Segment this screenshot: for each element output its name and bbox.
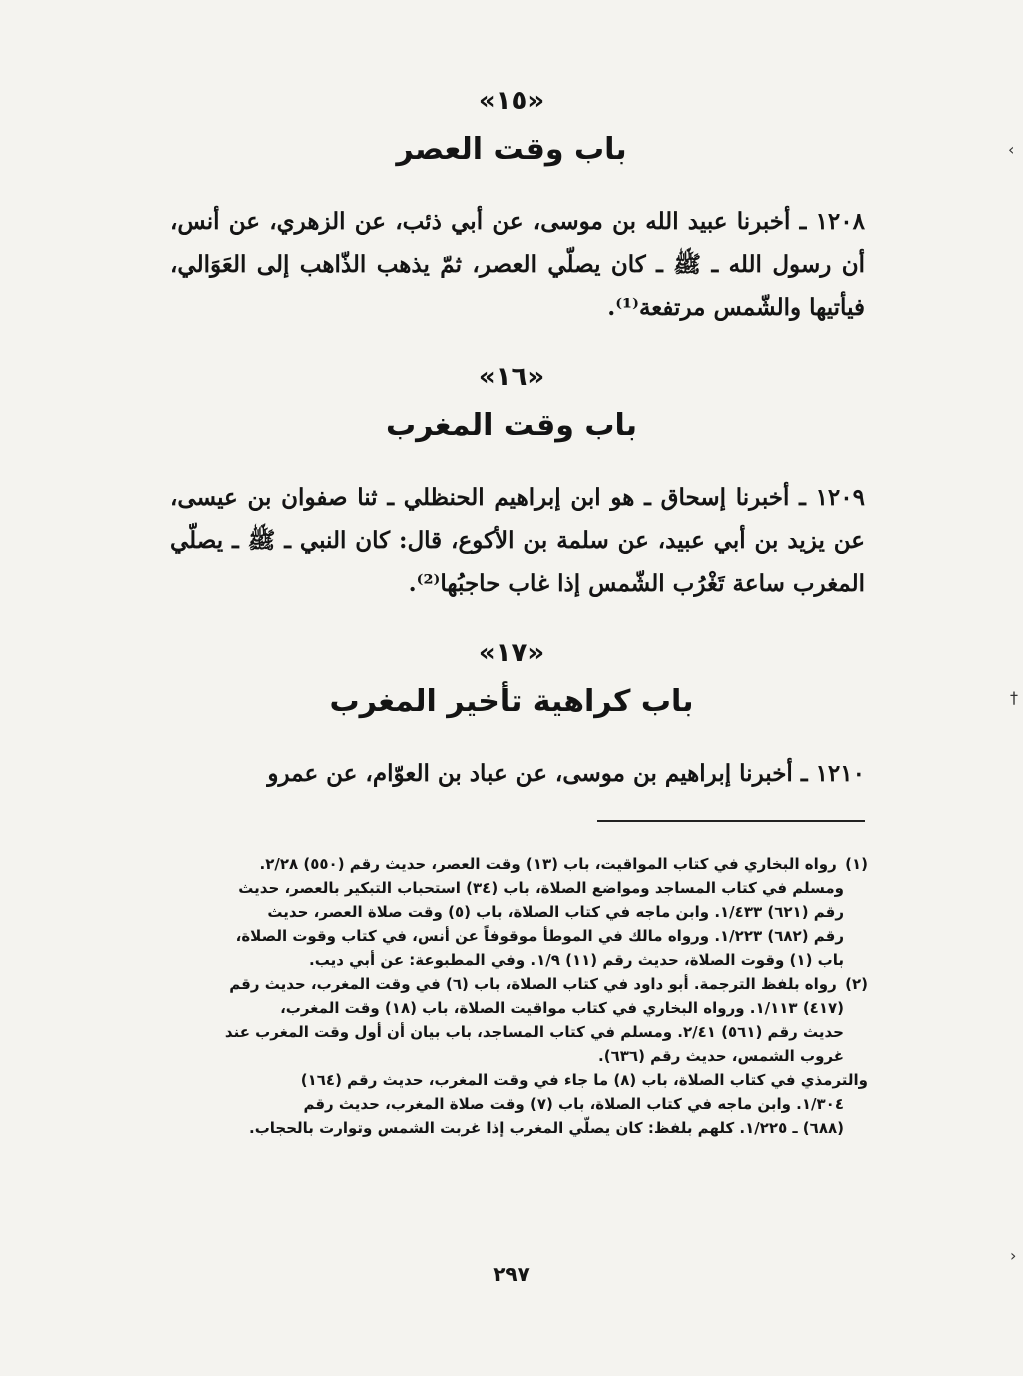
section-title: باب كراهية تأخير المغرب (329, 684, 694, 719)
footnote-number: (٢) (845, 975, 868, 993)
footnote-separator (597, 820, 865, 822)
section-title: باب وقت العصر (396, 132, 627, 167)
section-number: «١٥» (478, 86, 545, 116)
section-title: باب وقت المغرب (385, 408, 637, 443)
page-number: ٢٩٧ (493, 1262, 530, 1286)
footnote-line (178, 852, 868, 876)
footnote-text: رواه البخاري في كتاب المواقيت، باب (١٣) وقت العصر، حديث رقم (٥٥٠) ٢/٢٨. (259, 855, 837, 873)
section-number: «١٧» (478, 638, 545, 668)
footnote-line: والترمذي في كتاب الصلاة، باب (٨) ما جاء في وقت المغرب، حديث رقم (١٦٤) (300, 1071, 868, 1089)
footnote-text: رواه بلفظ الترجمة. أبو داود في كتاب الصلاة، باب (٦) في وقت المغرب، حديث رقم (229, 975, 837, 993)
footnote-line: حديث رقم (٥٦١) ٢/٤١. ومسلم في كتاب المساجد، باب بيان أن أول وقت المغرب عند (224, 1023, 844, 1041)
footnote-line (178, 972, 868, 996)
section-number: «١٦» (478, 362, 545, 392)
footnote-line: رقم (٦٢١) ١/٤٣٣. وابن ماجه في كتاب الصلاة، باب (٥) وقت صلاة العصر، حديث (267, 903, 844, 921)
footnote-number: (١) (845, 855, 868, 873)
hadith-text: ١٢٠٩ ـ أخبرنا إسحاق ـ هو ابن إبراهيم الحنظلي ـ ثنا صفوان بن عيسى، عن يزيد بن أبي عبيد، عن سلمة بن الأكوع، قال: كان النبي ـ ﷺ ـ يصلّي المغرب ساعة تَغْرُب الشّمس إذا غاب حاجبُها⁽²⁾. (170, 484, 865, 597)
hadith-text: ١٢٠٨ ـ أخبرنا عبيد الله بن موسى، عن أبي ذئب، عن الزهري، عن أنس، أن رسول الله ـ ﷺ ـ كان يصلّي العصر، ثمّ يذهب الذّاهب إلى العَوَالي، فيأتيها والشّمس مرتفعة⁽¹⁾. (170, 208, 865, 321)
hadith-text: ١٢١٠ ـ أخبرنا إبراهيم بن موسى، عن عباد بن العوّام، عن عمرو (267, 760, 865, 787)
scan-mark-icon: † (1010, 688, 1018, 707)
footnote-line: غروب الشمس، حديث رقم (٦٣٦). (598, 1047, 844, 1065)
footnotes (178, 852, 868, 1140)
footnote-line: (٦٨٨) ـ ١/٢٢٥. كلهم بلفظ: كان يصلّي المغرب إذا غربت الشمس وتوارت بالحجاب. (249, 1119, 844, 1137)
footnote-line: (٤١٧) ١/١١٣. ورواه البخاري في كتاب مواقيت الصلاة، باب (١٨) وقت المغرب، (280, 999, 844, 1017)
footnote-line: ومسلم في كتاب المساجد ومواضع الصلاة، باب (٣٤) استحباب التبكير بالعصر، حديث (238, 879, 844, 897)
footnote-line: رقم (٦٨٢) ١/٢٢٣. ورواه مالك في الموطأ موقوفاً عن أنس، في كتاب وقوت الصلاة، (235, 927, 844, 945)
scan-mark-icon: › (1010, 1246, 1017, 1265)
scan-mark-icon: ‹ (1008, 140, 1015, 159)
footnote-line: ١/٣٠٤. وابن ماجه في كتاب الصلاة، باب (٧) وقت صلاة المغرب، حديث رقم (303, 1095, 844, 1113)
footnote-line: باب (١) وقوت الصلاة، حديث رقم (١١) ١/٩. وفي المطبوعة: عن أبي ديب. (309, 951, 844, 969)
